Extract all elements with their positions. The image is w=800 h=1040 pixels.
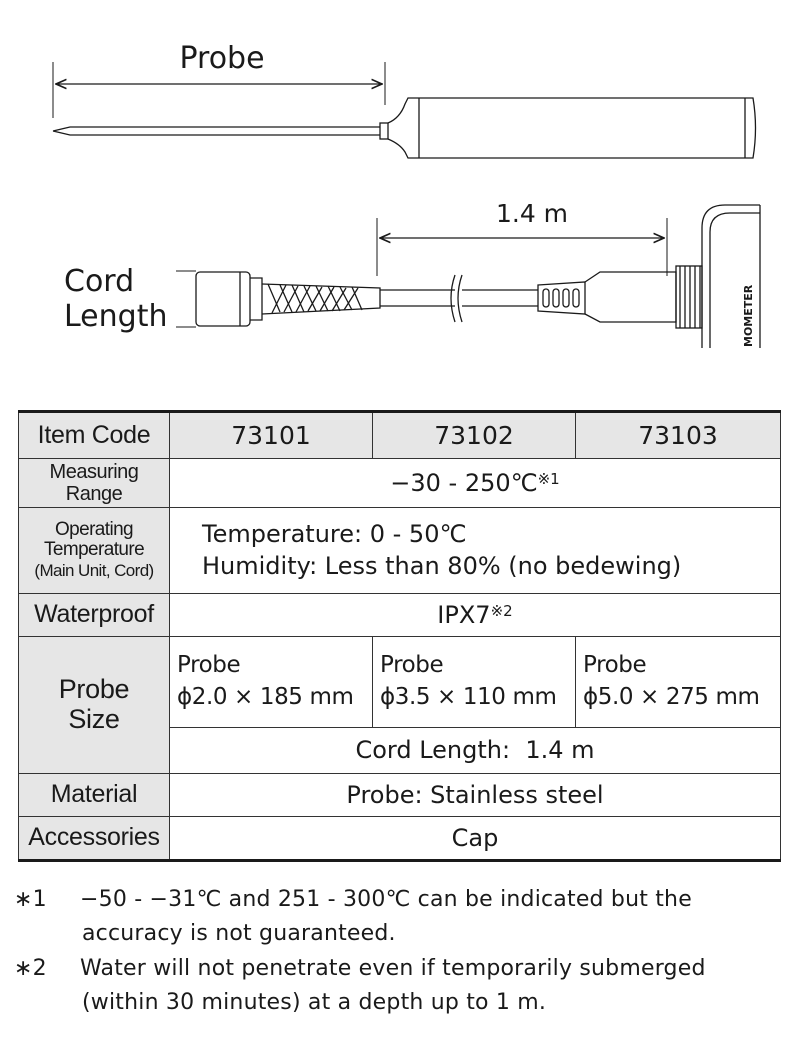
footnote-2 — [14, 952, 706, 1020]
material-value: Probe: Stainless steel — [170, 773, 781, 816]
probe-drawing — [53, 98, 756, 158]
probe-size-73103: Probe ϕ5.0 × 275 mm — [576, 636, 781, 727]
probe-diagram — [0, 0, 800, 380]
note-ref-1: ※1 — [537, 470, 560, 489]
measuring-range-label: Measuring Range — [19, 459, 170, 508]
unit-label: MOMETER — [742, 284, 755, 347]
cord-dimension — [377, 199, 667, 276]
note-ref-2: ※2 — [490, 601, 513, 620]
cord-label-line1: Cord — [64, 264, 135, 299]
operating-temperature: Temperature: 0 - 50℃ — [202, 520, 467, 549]
footnote-1-line1: −50 - −31℃ and 251 - 300℃ can be indicated but the — [80, 887, 692, 912]
cord-label-line2: Length — [64, 299, 168, 334]
waterproof-label: Waterproof — [19, 593, 170, 636]
footnote-1-line2: accuracy is not guaranteed. — [82, 921, 396, 946]
item-code-73101: 73101 — [170, 412, 373, 459]
item-code-73102: 73102 — [373, 412, 576, 459]
operating-value — [170, 508, 781, 593]
footnote-1-mark: ∗1 — [14, 887, 47, 912]
waterproof-value: IPX7$^{※2}$ — [170, 593, 781, 636]
operating-row — [19, 508, 781, 593]
accessories-row — [19, 816, 781, 860]
cord-length-dimension-label: 1.4 m — [495, 199, 569, 228]
cord-length-value: Cord Length: 1.4 m — [170, 728, 781, 773]
material-row — [19, 773, 781, 816]
probe-label: Probe — [179, 41, 265, 76]
material-label: Material — [19, 773, 170, 816]
item-code-label: Item Code — [19, 412, 170, 459]
footnote-2-line2: (within 30 minutes) at a depth up to 1 m. — [82, 990, 547, 1015]
measuring-range-value: −30 - 250℃$^{※1}$ — [170, 459, 781, 508]
accessories-value: Cap — [170, 816, 781, 860]
probe-size-label: Probe Size — [19, 636, 170, 773]
spec-table — [18, 410, 781, 862]
waterproof-row — [19, 593, 781, 636]
probe-size-row — [19, 636, 781, 727]
item-code-row — [19, 412, 781, 459]
cord-drawing — [196, 205, 760, 348]
item-code-73103: 73103 — [576, 412, 781, 459]
footnote-2-line1: Water will not penetrate even if temporarily submerged — [80, 956, 706, 981]
operating-humidity: Humidity: Less than 80% (no bedewing) — [202, 551, 682, 580]
footnote-2-mark: ∗2 — [14, 956, 47, 981]
probe-dimension — [53, 41, 385, 118]
operating-label: Operating Temperature (Main Unit, Cord) — [19, 508, 170, 593]
footnote-1 — [14, 883, 692, 951]
probe-size-73102: Probe ϕ3.5 × 110 mm — [373, 636, 576, 727]
probe-size-73101: Probe ϕ2.0 × 185 mm — [170, 636, 373, 727]
measuring-range-row — [19, 459, 781, 508]
accessories-label: Accessories — [19, 816, 170, 860]
